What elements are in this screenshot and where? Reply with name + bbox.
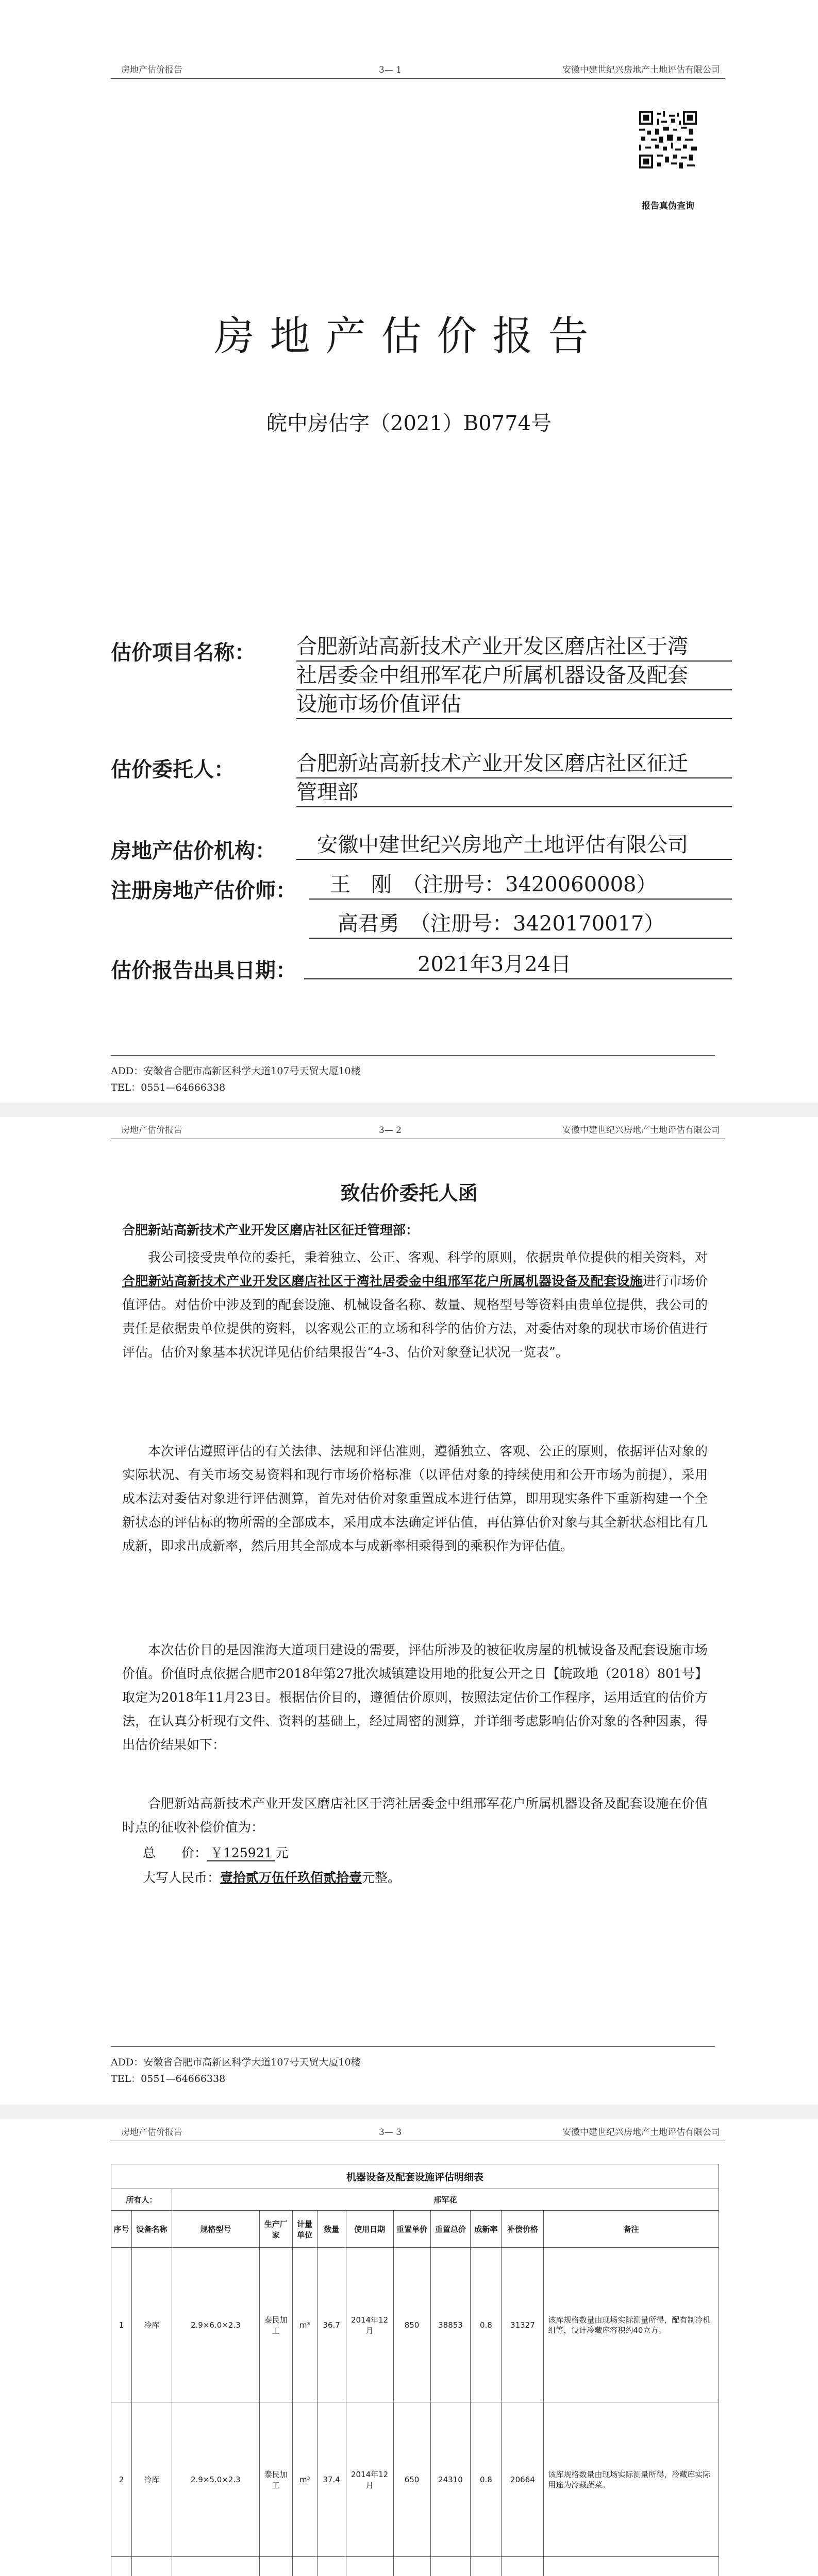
table-cell: 0.8 — [471, 2402, 502, 2557]
page-separator — [0, 1103, 818, 1117]
appraisal-table — [111, 2164, 719, 2576]
table-cell: 泰民加工 — [259, 2402, 292, 2557]
client-label: 估价委托人： — [111, 757, 235, 782]
total-label: 总 价： — [143, 1845, 208, 1860]
p1-bold: 合肥新站高新技术产业开发区磨店社区于湾社居委金中组邢军花户所属机器设备及配套设施 — [122, 1274, 643, 1289]
table-cell: 1 — [111, 2248, 132, 2402]
page-header — [111, 1118, 725, 1139]
table-cell: 该库规格数量由现场实际测量所得，冷藏库实际用途为冷藏蔬菜。 — [544, 2402, 719, 2557]
table-cell — [502, 2557, 544, 2576]
table-cell — [346, 2557, 393, 2576]
table-cell: 2.9×5.0×2.3 — [172, 2402, 259, 2557]
project-line-1: 合肥新站高新技术产业开发区磨店社区于湾 — [296, 633, 732, 662]
header-company: 安徽中建世纪兴房地产土地评估有限公司 — [562, 65, 720, 75]
table-cell: 2014年12月 — [346, 2248, 393, 2402]
project-label: 估价项目名称： — [111, 640, 255, 665]
table-header-row — [111, 2211, 719, 2248]
project-line-2: 社居委金中组邢军花户所属机器设备及配套 — [296, 662, 732, 690]
total-value: ￥125921 — [207, 1845, 275, 1861]
rmb-label: 大写人民币： — [143, 1870, 221, 1885]
table-cell — [544, 2557, 719, 2576]
letter-paragraph-1 — [122, 1246, 708, 1364]
client-value — [296, 750, 732, 807]
table-cell: 2 — [111, 2402, 132, 2557]
table-cell — [471, 2557, 502, 2576]
page-footer — [111, 2046, 715, 2087]
table-row — [111, 2248, 719, 2402]
total-unit: 元 — [275, 1845, 289, 1860]
col-header: 重置总价 — [430, 2211, 471, 2248]
date-label: 估价报告出具日期： — [111, 958, 296, 982]
owner-value: 邢军花 — [172, 2189, 719, 2211]
appraiser-1: 王 刚 （注册号：3420060008） — [309, 871, 732, 900]
table-cell — [317, 2557, 346, 2576]
col-header: 使用日期 — [346, 2211, 393, 2248]
table-cell: 2014年12月 — [346, 2402, 393, 2557]
col-header: 序号 — [111, 2211, 132, 2248]
table-title: 机器设备及配套设施评估明细表 — [111, 2164, 719, 2189]
table-cell — [393, 2557, 430, 2576]
header-company: 安徽中建世纪兴房地产土地评估有限公司 — [562, 2127, 720, 2138]
page-footer — [111, 1055, 715, 1096]
table-cell: 泰民加工 — [259, 2248, 292, 2402]
footer-address: ADD：安徽省合肥市高新区科学大道107号天贸大厦10楼 — [111, 2057, 361, 2068]
qr-caption: 报告真伪查询 — [642, 201, 694, 211]
letter-addressee: 合肥新站高新技术产业开发区磨店社区征迁管理部： — [122, 1223, 419, 1238]
client-line-1: 合肥新站高新技术产业开发区磨店社区征迁 — [296, 750, 732, 778]
qr-code-icon — [639, 111, 697, 168]
header-page-mark: 3— 2 — [379, 1125, 402, 1136]
header-company: 安徽中建世纪兴房地产土地评估有限公司 — [562, 1125, 720, 1136]
page-header — [111, 2120, 725, 2141]
table-cell: 31327 — [502, 2248, 544, 2402]
appraiser-label: 注册房地产估价师： — [111, 878, 296, 903]
table-cell: 冷库 — [131, 2248, 172, 2402]
page-header — [111, 58, 725, 79]
header-page-mark: 3— 3 — [379, 2127, 402, 2138]
col-header: 规格型号 — [172, 2211, 259, 2248]
rmb-unit: 元整。 — [362, 1870, 401, 1885]
col-header: 成新率 — [471, 2211, 502, 2248]
table-cell: 24310 — [430, 2402, 471, 2557]
table-cell: 36.7 — [317, 2248, 346, 2402]
page-separator — [0, 2105, 818, 2119]
agency-label: 房地产估价机构： — [111, 839, 276, 863]
rmb-amount — [122, 1866, 708, 1890]
client-line-2: 管理部 — [296, 778, 732, 807]
owner-label: 所有人： — [111, 2189, 172, 2211]
table-cell — [259, 2557, 292, 2576]
col-header: 生产厂家 — [259, 2211, 292, 2248]
project-value — [296, 633, 732, 719]
table-cell — [430, 2557, 471, 2576]
letter-title: 致估价委托人函 — [340, 1181, 478, 1205]
appraiser-2: 高君勇 （注册号：3420170017） — [309, 910, 732, 939]
col-header: 数量 — [317, 2211, 346, 2248]
doc-number: 皖中房估字（2021）B0774号 — [266, 412, 552, 435]
table-cell — [172, 2557, 259, 2576]
rmb-value: 壹拾贰万伍仟玖佰贰拾壹 — [220, 1870, 362, 1885]
agency-value: 安徽中建世纪兴房地产土地评估有限公司 — [296, 831, 732, 860]
table-cell: 850 — [393, 2248, 430, 2402]
table-cell: 37.4 — [317, 2402, 346, 2557]
header-left: 房地产估价报告 — [121, 1125, 182, 1136]
table-cell — [292, 2557, 317, 2576]
table-cell: 38853 — [430, 2248, 471, 2402]
table-cell: 0.8 — [471, 2248, 502, 2402]
p1-tail: 进行市场价值评估。对估价中涉及到的配套设施、机械设备名称、数量、规格型号等资料由贵单位提供，我公司的责任是依据贵单位提供的资料，以客观公正的立场和科学的估价方法，对委估对象的现状市场价值进行评估。估价对象基本状况详见估价结果报告“4-3、估价对象登记状况一览表”。 — [122, 1274, 708, 1360]
footer-address: ADD：安徽省合肥市高新区科学大道107号天贸大厦10楼 — [111, 1065, 361, 1077]
table-cell: 20664 — [502, 2402, 544, 2557]
col-header: 备注 — [544, 2211, 719, 2248]
table-cell: m³ — [292, 2402, 317, 2557]
appraisal-table-wrapper — [111, 2164, 719, 2576]
table-cell — [131, 2557, 172, 2576]
table-cell: 650 — [393, 2402, 430, 2557]
date-value: 2021年3月24日 — [304, 951, 732, 979]
table-cell: 2.9×6.0×2.3 — [172, 2248, 259, 2402]
col-header: 设备名称 — [131, 2211, 172, 2248]
header-page-mark: 3— 1 — [379, 65, 402, 75]
total-price — [122, 1841, 708, 1865]
col-header: 重置单价 — [393, 2211, 430, 2248]
col-header: 补偿价格 — [502, 2211, 544, 2248]
header-left: 房地产估价报告 — [121, 2127, 182, 2138]
letter-paragraph-4: 合肥新站高新技术产业开发区磨店社区于湾社居委金中组邢军花户所属机器设备及配套设施在价值时点的征收补偿价值为： — [122, 1796, 708, 1835]
table-cell: 冷库 — [131, 2402, 172, 2557]
p1-text: 我公司接受贵单位的委托，秉着独立、公正、客观、科学的原则，依据贵单位提供的相关资料，对 — [148, 1250, 708, 1265]
letter-paragraph-2: 本次评估遵照评估的有关法律、法规和评估准则，遵循独立、客观、公正的原则，依据评估对象的实际状况、有关市场交易资料和现行市场价格标准（以评估对象的持续使用和公开市场为前提），采用成本法对委估对象进行评估测算，首先对估价对象重置成本进行估算，即用现实条件下重新构建一个全新状态的评估标的物所需的全部成本，采用成本法确定评估值，再估算估价对象与其全新状态相比有几成新，即求出成新率，然后用其全部成本与成新率相乘得到的乘积作为评估值。 — [122, 1444, 708, 1553]
project-line-3: 设施市场价值评估 — [296, 690, 732, 719]
letter-paragraph-3: 本次估价目的是因淮海大道项目建设的需要，评估所涉及的被征收房屋的机械设备及配套设施市场价值。价值时点依据合肥市2018年第27批次城镇建设用地的批复公开之日【皖政地（2018）801号】取定为2018年11月23日。根据估价目的，遵循估价原则，按照法定估价工作程序，运用适宜的估价方法，在认真分析现有文件、资料的基础上，经过周密的测算，并详细考虑影响估价对象的各种因素，得出估价结果如下： — [122, 1642, 708, 1752]
table-cell: m³ — [292, 2248, 317, 2402]
footer-tel: TEL：0551—64666338 — [111, 2073, 226, 2084]
table-row — [111, 2402, 719, 2557]
header-left: 房地产估价报告 — [121, 65, 182, 75]
col-header: 计量单位 — [292, 2211, 317, 2248]
table-cell: 该库规格数量由现场实际测量所得，配有制冷机组等，设计冷藏库容积约40立方。 — [544, 2248, 719, 2402]
table-cell — [111, 2557, 132, 2576]
table-row — [111, 2557, 719, 2576]
report-title: 房地产估价报告 — [214, 313, 604, 360]
footer-tel: TEL：0551—64666338 — [111, 1082, 226, 1093]
